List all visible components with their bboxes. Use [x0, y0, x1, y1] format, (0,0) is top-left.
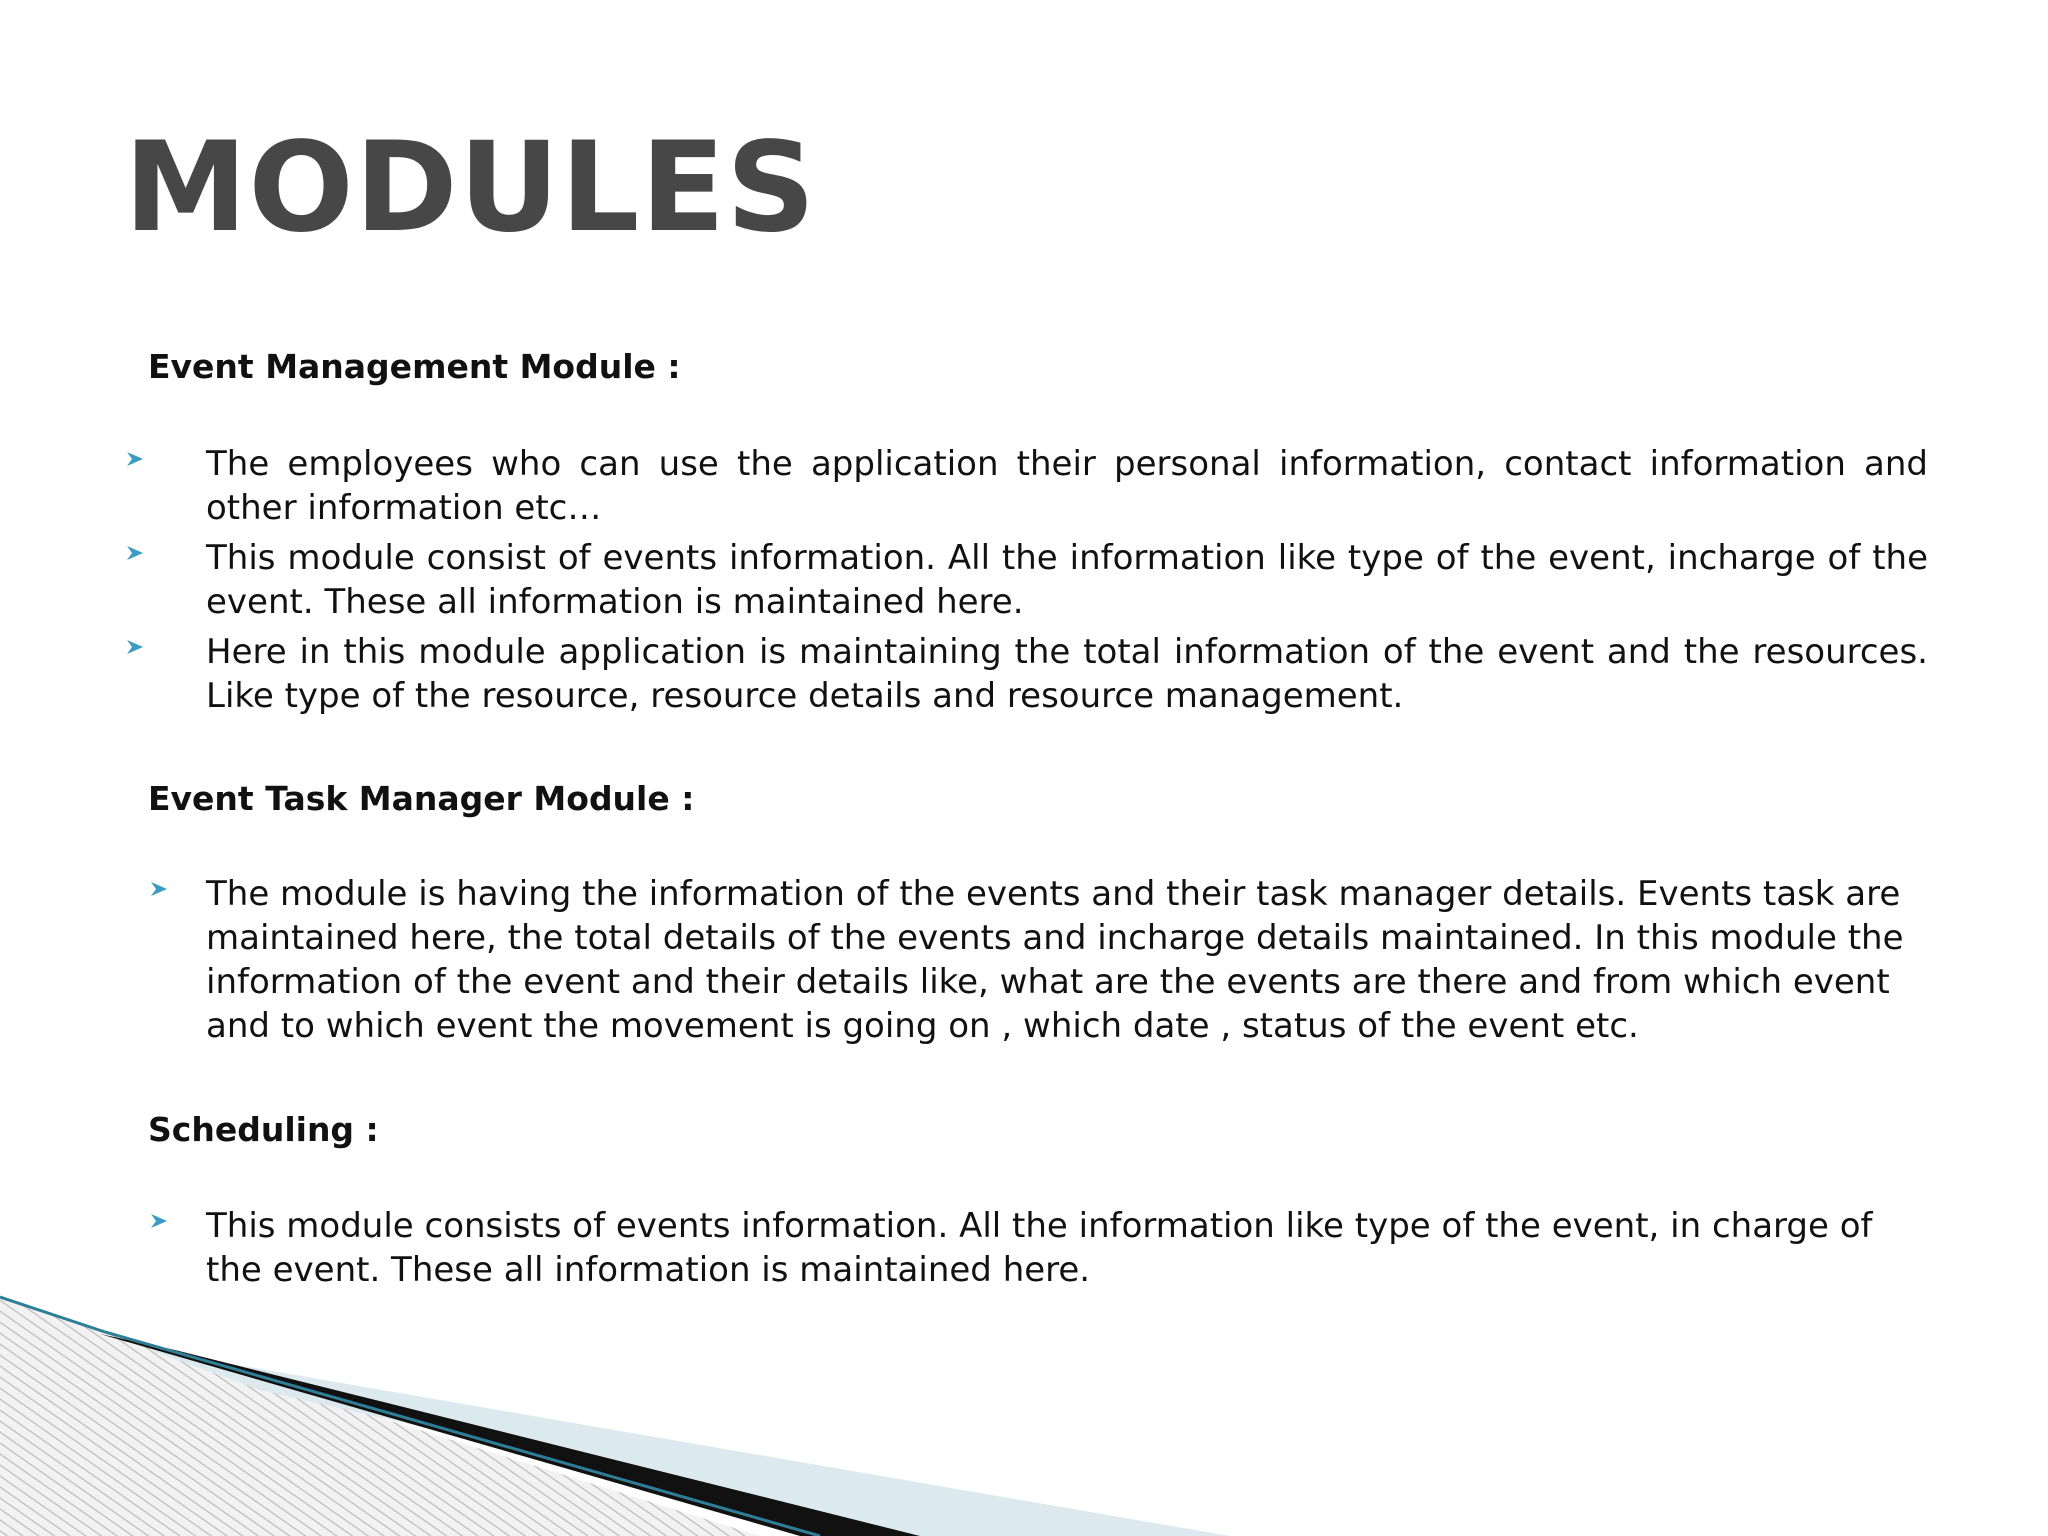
- list-item: [0, 1204, 2048, 1292]
- section-heading-event-management: Event Management Module :: [148, 347, 681, 386]
- section-heading-task-manager: Event Task Manager Module :: [148, 779, 695, 818]
- arrowhead-bullet-icon: [150, 880, 168, 898]
- arrowhead-bullet-icon: [126, 450, 144, 468]
- bullet-list-event-management: [0, 442, 2048, 724]
- bullet-list-task-manager: [0, 872, 2048, 1054]
- decorative-swoosh-graphic: [0, 1290, 2048, 1536]
- arrowhead-bullet-icon: [126, 544, 144, 562]
- bullet-list-scheduling: [0, 1204, 2048, 1298]
- section-heading-scheduling: Scheduling :: [148, 1110, 379, 1149]
- list-item: [0, 630, 2048, 718]
- bullet-text: Here in this module application is maintaining the total information of the event and the resources. Like type of the resource, resource details and resource management.: [206, 632, 1928, 716]
- arrowhead-bullet-icon: [150, 1212, 168, 1230]
- bullet-text: The module is having the information of the events and their task manager details. Events task are maintained here, the total details of the events and incharge details maintained. In this module the information of the event and their details like, what are the events are there and from which event and to which event the movement is going on , which date , status of the event etc.: [206, 874, 1904, 1046]
- slide-title: MODULES: [124, 116, 817, 260]
- list-item: [0, 872, 2048, 1048]
- bullet-text: The employees who can use the application their personal information, contact information and other information etc…: [206, 444, 1928, 528]
- arrowhead-bullet-icon: [126, 638, 144, 656]
- bullet-text: This module consists of events information. All the information like type of the event, in charge of the event. These all information is maintained here.: [206, 1206, 1873, 1290]
- bullet-text: This module consist of events information. All the information like type of the event, incharge of the event. These all information is maintained here.: [206, 538, 1928, 622]
- list-item: [0, 536, 2048, 624]
- list-item: [0, 442, 2048, 530]
